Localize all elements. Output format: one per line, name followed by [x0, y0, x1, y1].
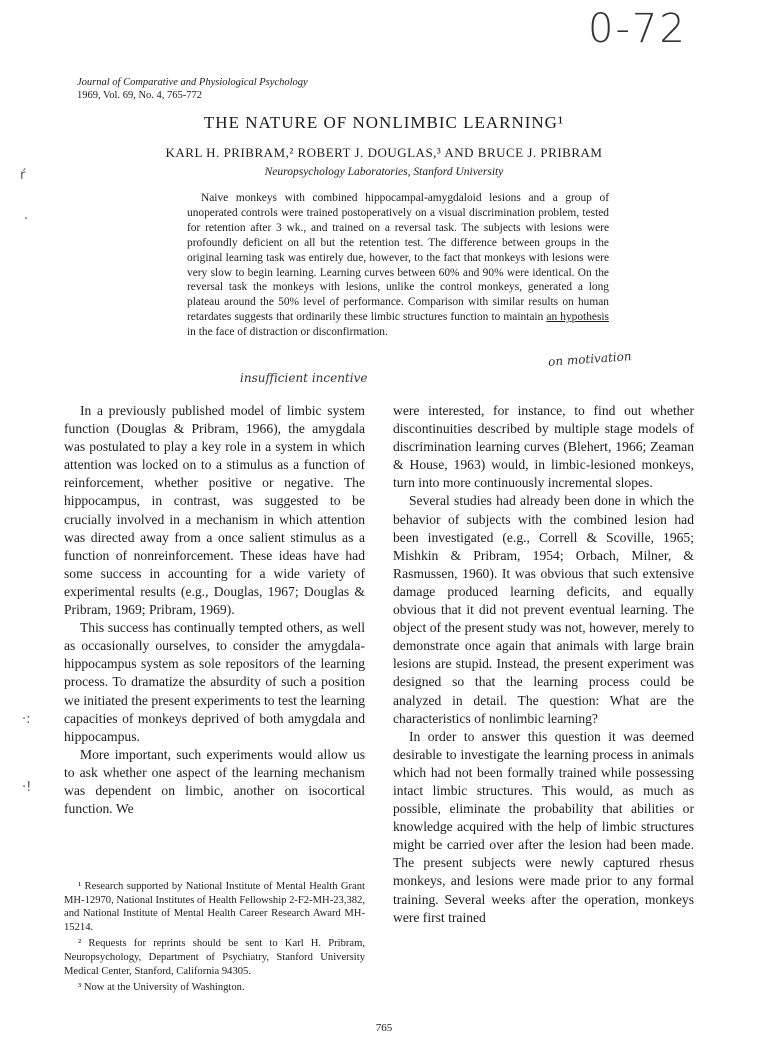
footnote: ¹ Research supported by National Institute of Mental Health Grant MH-12970, National Institutes of Health Fellowship 2-F2-MH-23,382, and National Institute of Mental Health Career Research Award MH-15214.	[64, 881, 366, 933]
paragraph: In a previously published model of limbic system function (Douglas & Pribram, 1966), the amygdala was postulated to play a key role in a system in which attention was locked on to a stimulus as a function of reinforcement, whether positive or negative. The hippocampus, in contrast, was suggested to be crucially involved in a mechanism in which attention was directed away from a once salient stimulus as a function of nonreinforcement. These ideas have had some success in accounting for a wide variety of experimental results (e.g., Douglas, 1967; Douglas & Pribram, 1969; Pribram, 1969).	[64, 403, 365, 618]
journal-citation	[77, 76, 308, 102]
footnotes	[64, 880, 365, 995]
abstract-text-end: in the face of distraction or disconfirmation.	[187, 326, 388, 339]
journal-name: Journal of Comparative and Physiological Psychology	[77, 77, 308, 88]
handwritten-note-below: insufficient incentive	[240, 371, 368, 385]
article-authors: KARL H. PRIBRAM,² ROBERT J. DOUGLAS,³ AND BRUCE J. PRIBRAM	[165, 145, 603, 160]
author-affiliation: Neuropsychology Laboratories, Stanford University	[264, 166, 504, 178]
paragraph: More important, such experiments would allow us to ask whether one aspect of the learning mechanism was dependent on limbic, another on isocortical function. We	[64, 746, 365, 817]
journal-issue: 1969, Vol. 69, No. 4, 765-772	[77, 90, 203, 101]
right-column	[393, 402, 694, 927]
paragraph: were interested, for instance, to find out whether discontinuities described by multiple stage models of discrimination learning curves (Blehert, 1966; Zeaman & House, 1963) would, in limbic-lesioned monkeys, turn into more continuously incremental slopes.	[393, 403, 694, 491]
paragraph: Several studies had already been done in which the behavior of subjects with the combined lesion had been investigated (e.g., Correll & Scoville, 1965; Mishkin & Pribram, 1954; Orbach, Milner, & Rasmussen, 1960). It was obvious that such extensive damage produced learning deficits, and equally obvious that it did not prevent eventual learning. The object of the present study was not, however, merely to demonstrate once again that animals with large brain lesions are stupid. Instead, the present experiment was designed so that the learning process could be analyzed in detail. The question: What are the characteristics of nonlimbic learning?	[393, 493, 694, 726]
margin-mark: ·:	[22, 712, 31, 727]
footnote: ² Requests for reprints should be sent to Karl H. Pribram, Neuropsychology, Department of Psychiatry, Stanford University Medical Center, Stanford, California 94305.	[64, 938, 365, 977]
paragraph: This success has continually tempted others, as well as occasionally ourselves, to consider the amygdala-hippocampus system as sole repositors of the learning process. To dramatize the absurdity of such a position we initiated the present experiments to test the learning capacities of monkeys deprived of both amygdala and hippocampus.	[64, 620, 365, 744]
article-title: THE NATURE OF NONLIMBIC LEARNING¹	[203, 113, 565, 132]
abstract-text: Naive monkeys with combined hippocampal-amygdaloid lesions and a group of unoperated controls were trained postoperatively on a visual discrimination problem, tested for retention after 3 wk., and trained on a reversal task. The subjects with lesions were profoundly deficient on all but the retention test. The difference between groups in the original learning task was entirely due, however, to the fact that monkeys with lesions were very slow to begin learning. Learning curves between 60% and 90% were identical. On the reversal task the monkeys with lesions, unlike the control monkeys, generated a long plateau around the 50% level of performance. Comparison with similar results on human retardates suggests that ordinarily these limbic structures function to maintain	[187, 192, 609, 324]
page-number: 765	[375, 1022, 393, 1034]
handwritten-document-code: 0-72	[588, 6, 687, 52]
left-column	[64, 402, 365, 818]
paragraph: In order to answer this question it was deemed desirable to investigate the learning process in animals which had not been formally trained while possessing intact limbic structures. This would, as much as possible, eliminate the probability that abilities or knowledge acquired with the help of limbic structures might be carried over after the lesion had been made. The present subjects were newly captured rhesus monkeys, and lesions were made prior to any formal training. Several weeks after the operation, monkeys were first trained	[393, 728, 694, 925]
footnote: ³ Now at the University of Washington.	[78, 982, 245, 994]
margin-mark: ŕ	[20, 168, 26, 183]
handwritten-note-right: on motivation	[547, 349, 632, 369]
margin-mark: ·!	[22, 780, 32, 795]
margin-mark: ·	[24, 212, 29, 227]
abstract	[187, 191, 609, 340]
abstract-underlined-phrase: an hypothesis	[546, 311, 609, 324]
